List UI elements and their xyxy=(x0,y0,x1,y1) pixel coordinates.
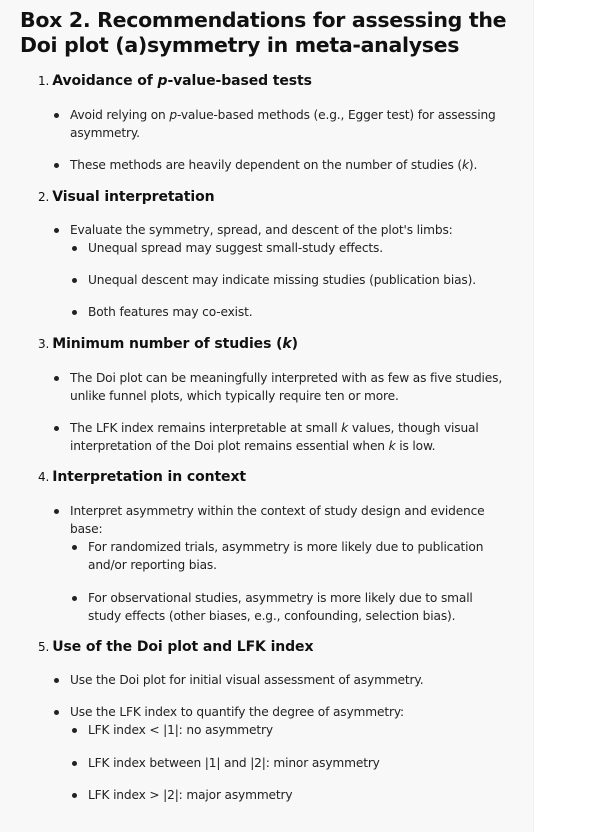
sub-bullet-item: LFK index < |1|: no asymmetry xyxy=(88,721,508,739)
heading-text: Avoidance of xyxy=(52,73,158,89)
bullet-item: Use the Doi plot for initial visual assessment of asymmetry. xyxy=(70,671,510,689)
bullet-item xyxy=(70,106,510,142)
box-title-text: Recommendations for assessing the Doi plot (a)symmetry in meta-analyses xyxy=(20,8,507,57)
bullet-item: Use the LFK index to quantify the degree of asymmetry: xyxy=(70,703,510,721)
bullet-item: Interpret asymmetry within the context of study design and evidence base: xyxy=(70,502,510,538)
bullet-text: These methods are heavily dependent on the number of studies ( xyxy=(70,158,462,172)
bullet-italic: p xyxy=(169,108,177,122)
bullet-item: The Doi plot can be meaningfully interpreted with as few as five studies, unlike funnel plots, which typically require ten or more. xyxy=(70,369,510,405)
section-number: 4. xyxy=(38,470,50,484)
bullet-text: Avoid relying on xyxy=(70,108,170,122)
heading-text: ) xyxy=(291,336,298,352)
bullet-italic: k xyxy=(388,439,396,453)
bullet-text: -value-based methods (e.g., Egger test) for assessing asymmetry. xyxy=(70,108,496,140)
section-1-heading xyxy=(38,73,312,89)
heading-italic: k xyxy=(282,336,292,352)
sub-bullet-item: For observational studies, asymmetry is more likely due to small study effects (other biases, e.g., confounding, selection bias). xyxy=(88,589,508,625)
heading-italic: p xyxy=(157,73,168,89)
sub-bullet-item: Unequal spread may suggest small-study effects. xyxy=(88,239,508,257)
sub-bullet-item: For randomized trials, asymmetry is more likely due to publication and/or reporting bias. xyxy=(88,538,508,574)
bullet-italic: k xyxy=(341,421,349,435)
heading-text: Use of the Doi plot and LFK index xyxy=(52,639,314,655)
heading-text: Interpretation in context xyxy=(52,469,246,485)
section-3-heading xyxy=(38,336,298,352)
bullet-text: ). xyxy=(468,158,478,172)
section-number: 3. xyxy=(38,337,50,351)
sub-bullet-item: Both features may co-exist. xyxy=(88,303,508,321)
section-2-heading xyxy=(38,189,214,205)
heading-text: -value-based tests xyxy=(167,73,312,89)
bullet-item: Evaluate the symmetry, spread, and descent of the plot's limbs: xyxy=(70,221,510,239)
sub-bullet-item: Unequal descent may indicate missing studies (publication bias). xyxy=(88,271,508,289)
section-4-heading xyxy=(38,469,246,485)
sub-bullet-item: LFK index between |1| and |2|: minor asymmetry xyxy=(88,754,508,772)
heading-text: Minimum number of studies ( xyxy=(52,336,283,352)
bullet-text: values, though visual interpretation of the Doi plot remains essential when xyxy=(70,421,479,453)
bullet-text: is low. xyxy=(395,439,436,453)
box-title xyxy=(20,8,520,58)
bullet-item xyxy=(70,156,510,174)
section-number: 2. xyxy=(38,190,50,204)
section-5-heading xyxy=(38,639,313,655)
heading-text: Visual interpretation xyxy=(52,189,215,205)
sub-bullet-item: LFK index > |2|: major asymmetry xyxy=(88,786,508,804)
section-number: 5. xyxy=(38,640,50,654)
bullet-text: The LFK index remains interpretable at small xyxy=(70,421,342,435)
bullet-italic: k xyxy=(461,158,469,172)
bullet-item xyxy=(70,419,510,455)
section-number: 1. xyxy=(38,74,50,88)
box-label: Box 2. xyxy=(20,8,91,32)
